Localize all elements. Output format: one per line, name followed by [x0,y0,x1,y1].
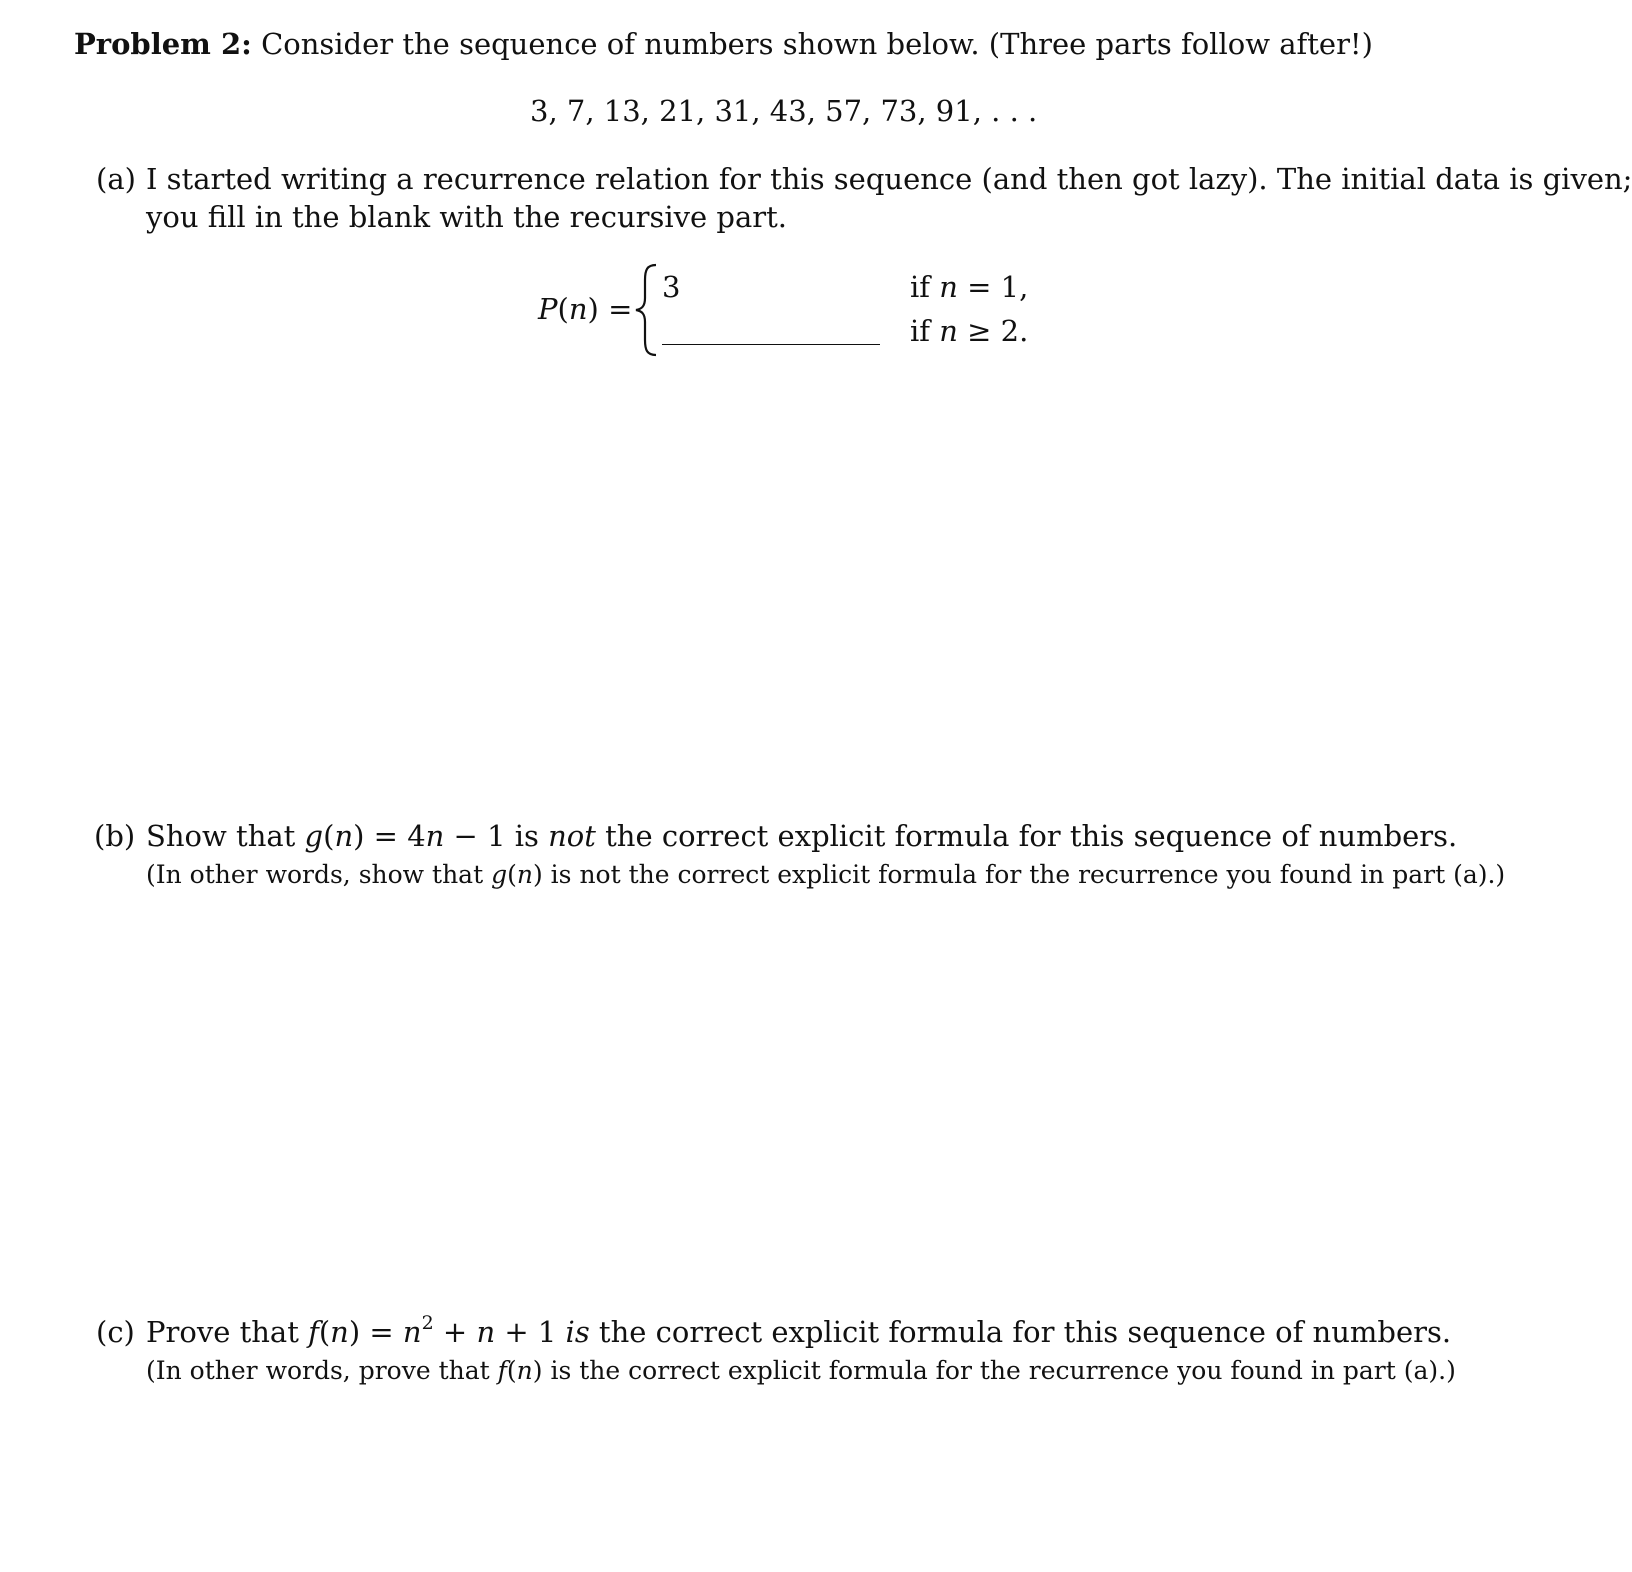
function-f: f [308,1315,319,1349]
part-c-text-line1: Prove that $f(n) = n^2 + n + 1$ is the correct explicit formula for this sequence of numbers. [146,1312,1452,1349]
variable-n: n [516,1356,533,1385]
part-a-text-line1: I started writing a recurrence relation for this sequence (and then got lazy). The initial data is given; [146,162,1632,196]
part-b-text-line1: Show that g(n) = 4n − 1 is not the correct explicit formula for this sequence of numbers. [146,819,1458,853]
case1-value: 3 [662,270,681,304]
piecewise-lhs: P(n) = [538,292,633,326]
part-c-text: = [360,1315,403,1349]
case1-var: n [939,270,958,304]
emphasis-is: is [565,1315,590,1349]
function-g: g [304,819,324,853]
part-b-text-line2: (In other words, show that g(n) is not the correct explicit formula for the recurrence you found in part (a).) [146,860,1506,889]
part-b-text: − 1 is [444,819,549,853]
function-f: f [497,1356,507,1385]
answer-blank[interactable] [662,344,880,345]
variable-n: n [330,1315,349,1349]
part-b-text: is not the correct explicit formula for the recurrence you found in part (a).) [542,860,1506,889]
case2-var: n [939,314,958,348]
lhs-function: P [538,292,558,326]
case1-relation: = 1, [967,270,1029,304]
part-a-label: (a) [96,162,136,196]
problem-label: Problem 2: [74,27,252,61]
function-g: g [491,860,508,889]
case2-if: if [910,314,931,348]
variable-n: n [334,819,354,853]
part-c-text-line2: (In other words, prove that f(n) is the correct explicit formula for the recurrence you found in part (a).) [146,1356,1456,1385]
part-b-text: = 4 [364,819,426,853]
emphasis-not: not [548,819,596,853]
case2-condition [910,313,1028,349]
part-c-text: + 1 [495,1315,566,1349]
variable-n: n [402,1315,422,1349]
part-c-text: + [433,1315,477,1349]
exponent: 2 [421,1312,434,1335]
left-brace [632,262,662,358]
part-b-label: (b) [94,819,136,853]
sequence: 3, 7, 13, 21, 31, 43, 57, 73, 91, . . . [530,94,1038,128]
variable-n: n [425,819,445,853]
problem-intro: Consider the sequence of numbers shown below. (Three parts follow after!) [261,27,1373,61]
part-c-text: (In other words, prove that [146,1356,498,1385]
variable-n: n [516,860,533,889]
problem-heading [74,26,1373,62]
variable-n: n [476,1315,496,1349]
case2-relation: ≥ 2. [967,314,1029,348]
part-c-text: Prove that [146,1315,309,1349]
part-b-text: Show that [146,819,305,853]
lhs-argument: n [568,292,588,326]
case1-condition [910,269,1028,305]
part-c-label: (c) [96,1315,135,1349]
part-c-text: is the correct explicit formula for the recurrence you found in part (a).) [542,1356,1456,1385]
part-a-text-line2: you fill in the blank with the recursive part. [146,200,788,234]
case1-if: if [910,270,931,304]
part-b-text: (In other words, show that [146,860,492,889]
part-b-text: the correct explicit formula for this sequence of numbers. [595,819,1458,853]
part-c-text: the correct explicit formula for this sequence of numbers. [589,1315,1452,1349]
